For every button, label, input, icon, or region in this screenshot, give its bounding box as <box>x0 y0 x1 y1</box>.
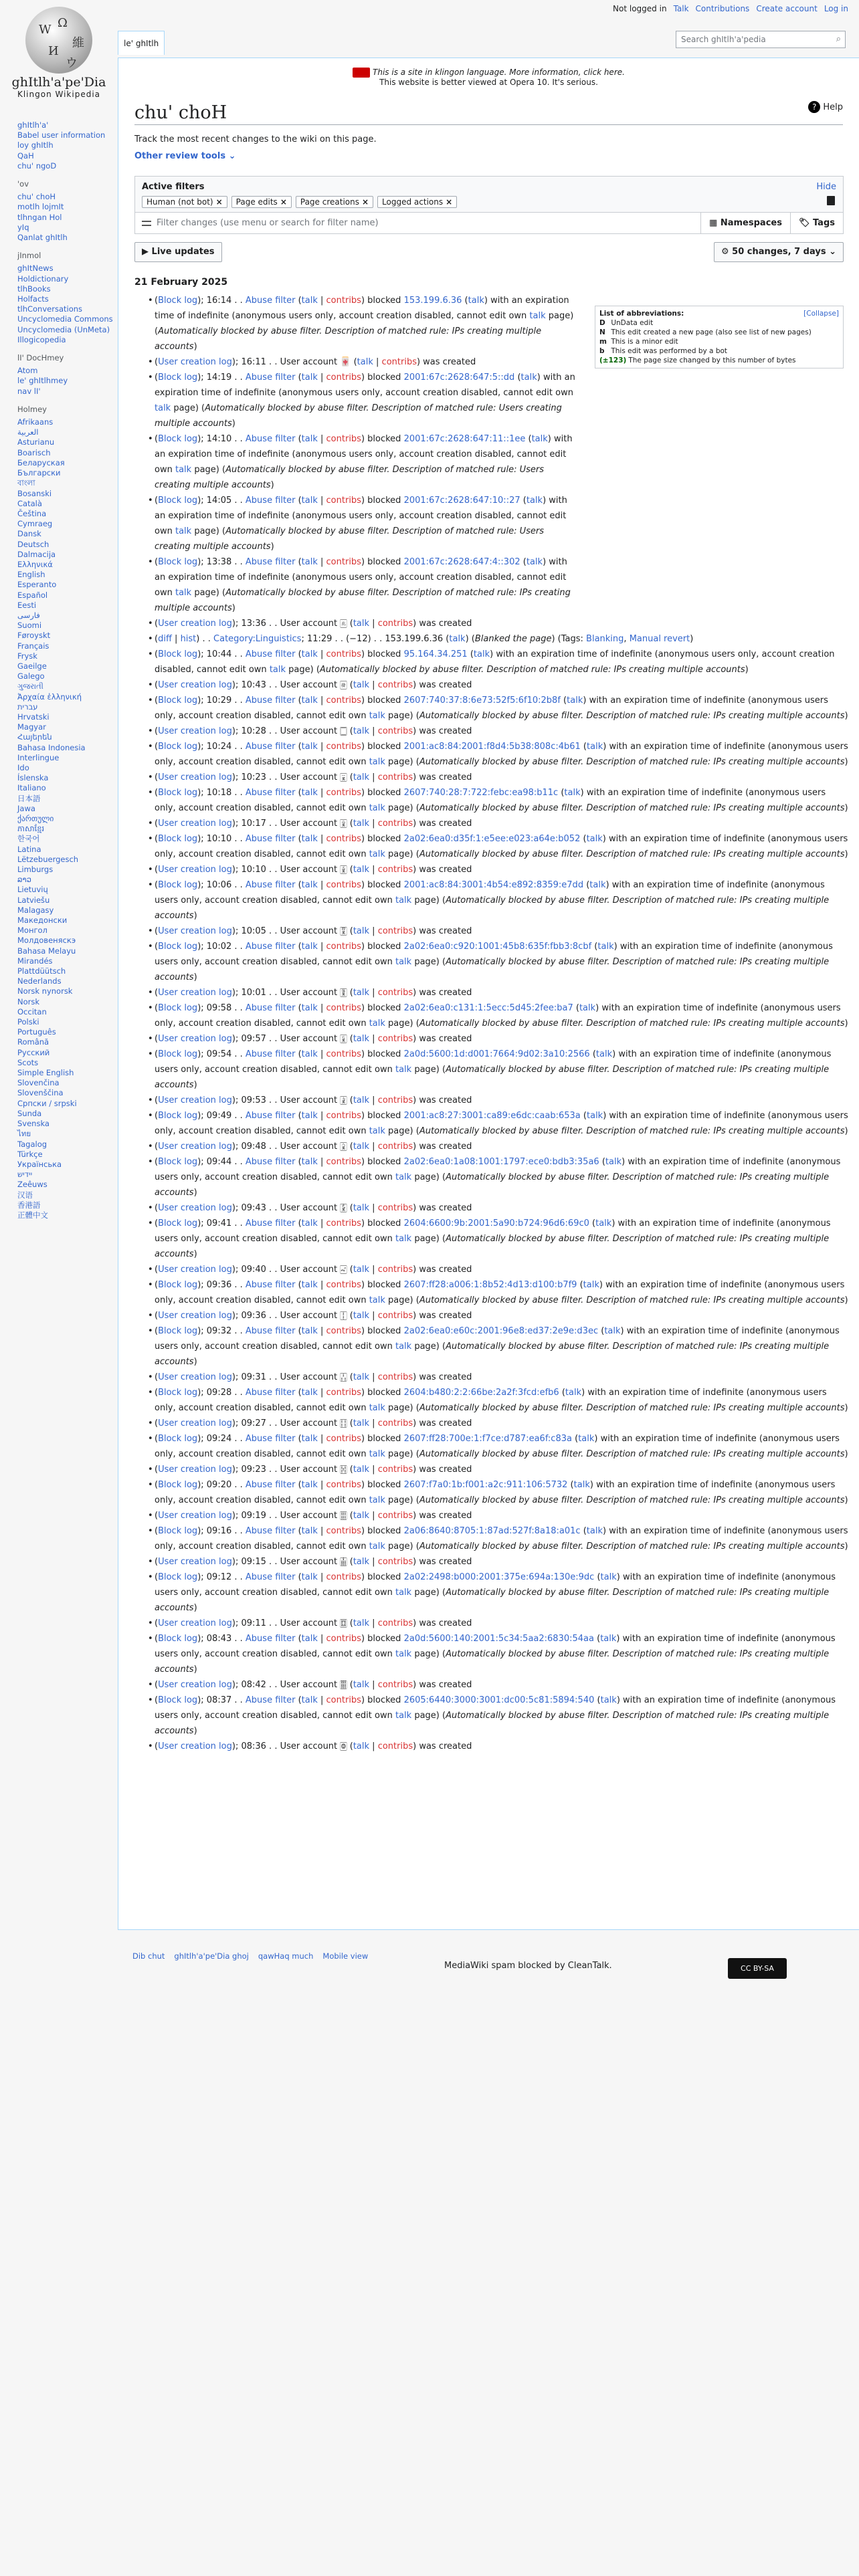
list-item: • (Block log); 09:49 . . Abuse filter (talk | contribs) blocked 2001:ac8:27:3001:ca89:e6dc:caab:653a (talk) with an expiration time of indefinite (anonymous users only, account creation disabled, cannot edit own talk page) (Automatically blocked by abuse filter. Description of matched rule: IPs creating multiple accounts) <box>134 1108 849 1139</box>
sidebar-lang-item-55[interactable]: Nederlands <box>17 976 62 986</box>
abbreviations-legend: List of abbreviations: [Collapse] D UnData edit N This edit created a new page (also see list of new pages) m This is a minor edit b This edit was performed by a bot (±123) The page size changed by this number of bytes <box>595 306 844 368</box>
filter-pill[interactable]: Page creations × <box>296 196 373 208</box>
legend-item: (±123) The page size changed by this number of bytes <box>599 356 796 364</box>
close-icon[interactable]: × <box>280 197 287 207</box>
sidebar-sister-item-6[interactable]: Uncyclomedia (UnMeta) <box>17 324 110 334</box>
list-item: • (Block log); 14:10 . . Abuse filter (talk | contribs) blocked 2001:67c:2628:647:11::1ee (talk) with an expiration time of indefinite (anonymous users only, account creation disabled, cannot edit own talk page) (Automatically blocked by abuse filter. Description of matched rule: Users creating multiple accounts) <box>134 431 576 493</box>
tools-heading: 'ov <box>17 179 29 189</box>
sidebar-lang-item-16[interactable]: Esperanto <box>17 580 57 590</box>
cc-license-badge[interactable]: CC BY-SA <box>728 1958 787 1979</box>
sidebar-lang-item-22[interactable]: Français <box>17 641 50 651</box>
sidebar-sister-item-3[interactable]: Holfacts <box>17 294 49 304</box>
sidebar-lang-item-47[interactable]: Latviešu <box>17 895 50 905</box>
footer-link-2[interactable]: qawHaq much <box>258 1951 314 1961</box>
site-logo[interactable] <box>0 0 118 107</box>
sidebar-lang-item-59[interactable]: Polski <box>17 1017 39 1027</box>
sidebar-sister-item-2[interactable]: tlhBooks <box>17 284 51 294</box>
list-item: • (User creation log); 09:53 . . User account 🀍 (talk | contribs) was created <box>134 1093 849 1108</box>
list-item: • (User creation log); 09:57 . . User account 🀌 (talk | contribs) was created <box>134 1031 849 1047</box>
list-item: • (Block log); 09:20 . . Abuse filter (talk | contribs) blocked 2607:f7a0:1b:f001:a2c:911:106:5732 (talk) with an expiration time of indefinite (anonymous users only, account creation disabled, cannot edit own talk page) (Automatically blocked by abuse filter. Description of matched rule: IPs creating multiple accounts) <box>134 1477 849 1508</box>
sidebar-lang-item-49[interactable]: Македонски <box>17 916 68 926</box>
sidebar-lang-item-4[interactable]: Беларуская <box>17 457 65 467</box>
list-item: • (User creation log); 09:19 . . User account 🀕 (talk | contribs) was created <box>134 1508 849 1523</box>
sister-heading: jInmol <box>17 251 41 261</box>
list-item: • (User creation log); 09:23 . . User account 🀔 (talk | contribs) was created <box>134 1462 849 1477</box>
list-item: • (User creation log); 08:36 . . User account 🀙 (talk | contribs) was created <box>134 1739 849 1754</box>
sidebar-lang-item-26[interactable]: ગુજરાતી <box>17 681 43 691</box>
sidebar-lang-item-41[interactable]: 한국어 <box>17 834 40 844</box>
sidebar-print-item-0[interactable]: Atom <box>17 366 38 376</box>
list-item: • (Block log); 09:24 . . Abuse filter (talk | contribs) blocked 2607:ff28:700e:1:f7ce:d787:ea6f:c83a (talk) with an expiration time of indefinite (anonymous users only, account creation disabled, cannot edit own talk page) (Automatically blocked by abuse filter. Description of matched rule: IPs creating multiple accounts) <box>134 1431 849 1462</box>
sidebar-lang-item-52[interactable]: Bahasa Melayu <box>17 946 76 956</box>
footer-link-0[interactable]: Dib chut <box>132 1951 165 1961</box>
sidebar-sister-item-0[interactable]: ghItNews <box>17 263 54 274</box>
list-item: • (User creation log); 09:48 . . User account 🀎 (talk | contribs) was created <box>134 1139 849 1154</box>
sidebar-lang-item-37[interactable]: 日本語 <box>17 793 41 803</box>
sidebar-lang-item-3[interactable]: Boarisch <box>17 447 51 457</box>
sidebar-lang-item-13[interactable]: Dalmacija <box>17 549 56 559</box>
sidebar-lang-item-36[interactable]: Italiano <box>17 783 46 793</box>
list-item: • (User creation log); 09:11 . . User account 🀗 (talk | contribs) was created <box>134 1616 849 1631</box>
sidebar-lang-item-44[interactable]: Limburgs <box>17 865 54 875</box>
list-item: • (Block log); 14:05 . . Abuse filter (talk | contribs) blocked 2001:67c:2628:647:10::27 (talk) with an expiration time of indefinite (anonymous users only, account creation disabled, cannot edit own talk page) (Automatically blocked by abuse filter. Description of matched rule: Users creating multiple accounts) <box>134 493 576 554</box>
wordmark: ghItlh'a'pe'Dia <box>11 75 106 90</box>
sidebar-lang-item-30[interactable]: Magyar <box>17 722 46 732</box>
filter-pill[interactable]: Logged actions × <box>377 196 457 208</box>
sidebar-lang-item-76[interactable]: 汉语 <box>17 1190 33 1200</box>
sidebar-lang-item-71[interactable]: Tagalog <box>17 1139 47 1149</box>
list-item: • (Block log); 10:24 . . Abuse filter (talk | contribs) blocked 2001:ac8:84:2001:f8d4:5b38:808c:4b61 (talk) with an expiration time of indefinite (anonymous users only, account creation disabled, cannot edit own talk page) (Automatically blocked by abuse filter. Description of matched rule: IPs creating multiple accounts) <box>134 739 849 770</box>
day-heading: 21 February 2025 <box>134 277 228 288</box>
sidebar-lang-item-77[interactable]: 香港語 <box>17 1200 41 1210</box>
list-item: • (Block log); 09:12 . . Abuse filter (talk | contribs) blocked 2a02:2498:b000:2001:375e:694a:130e:9dc (talk) with an expiration time of indefinite (anonymous users only, account creation disabled, cannot edit own talk page) (Automatically blocked by abuse filter. Description of matched rule: IPs creating multiple accounts) <box>134 1570 849 1616</box>
list-item: • (User creation log); 10:28 . . User account 🀆 (talk | contribs) was created <box>134 724 849 739</box>
list-item: • (User creation log); 13:36 . . User account 🀃 (talk | contribs) was created <box>134 616 576 631</box>
page-intro: Track the most recent changes to the wiki on this page. <box>134 134 377 144</box>
sidebar-lang-item-24[interactable]: Gaeilge <box>17 661 47 671</box>
talk-link[interactable]: Talk <box>673 4 689 13</box>
footer <box>132 1951 842 1973</box>
sidebar-tool-item-4[interactable]: Qanlat ghItlh <box>17 233 68 243</box>
help-link[interactable]: ? Help <box>808 101 843 113</box>
list-item: • (User creation log); 10:05 . . User account 🀊 (talk | contribs) was created <box>134 924 849 939</box>
list-item: • (Block log); 14:19 . . Abuse filter (talk | contribs) blocked 2001:67c:2628:647:5::dd (talk) with an expiration time of indefinite (anonymous users only, account creation disabled, cannot edit own talk page) (Automatically blocked by abuse filter. Description of matched rule: Users creating multiple accounts) <box>134 370 576 431</box>
list-item: • (Block log); 08:37 . . Abuse filter (talk | contribs) blocked 2605:6440:3000:3001:dc00:5c81:5894:540 (talk) with an expiration time of indefinite (anonymous users only, account creation disabled, cannot edit own talk page) (Automatically blocked by abuse filter. Description of matched rule: IPs creating multiple accounts) <box>134 1693 849 1739</box>
sidebar-lang-item-39[interactable]: ქართული <box>17 814 54 823</box>
sidebar-sister-item-7[interactable]: Illogicopedia <box>17 334 66 344</box>
sidebar-tool-item-1[interactable]: motlh lojmIt <box>17 202 64 212</box>
tab-special-page[interactable]: le' ghItlh <box>118 31 165 55</box>
list-item: • (User creation log); 10:17 . . User account 🀈 (talk | contribs) was created <box>134 816 849 831</box>
list-item: • (diff | hist) . . Category:Linguistics; 11:29 . . (−12) . . 153.199.6.36 (talk) (Blanked the page) (Tags: Blanking, Manual revert) <box>134 631 849 647</box>
list-item: • (Block log); 09:41 . . Abuse filter (talk | contribs) blocked 2604:6600:9b:2001:5a90:b724:96d6:69c0 (talk) with an expiration time of indefinite (anonymous users only, account creation disabled, cannot edit own talk page) (Automatically blocked by abuse filter. Description of matched rule: IPs creating multiple accounts) <box>134 1216 849 1262</box>
sidebar-lang-item-17[interactable]: Español <box>17 590 48 600</box>
legend-item: N This edit created a new page (also see list of new pages) <box>599 328 812 336</box>
languages-heading: Holmey <box>17 404 47 414</box>
sidebar-sister-item-5[interactable]: Uncyclomedia Commons <box>17 314 113 324</box>
sidebar-lang-item-57[interactable]: Norsk <box>17 996 40 1006</box>
results-period-button[interactable]: ⚙ 50 changes, 7 days ⌄ <box>714 242 844 262</box>
sidebar-lang-item-7[interactable]: Bosanski <box>17 488 52 498</box>
tags-button[interactable]: 🏷 Tags <box>790 213 843 234</box>
sidebar-lang-item-69[interactable]: Svenska <box>17 1119 50 1129</box>
search-icon[interactable]: ⌕ <box>836 34 841 44</box>
chevron-down-icon: ⌄ <box>228 151 236 161</box>
sidebar-lang-item-46[interactable]: Lietuvių <box>17 885 48 895</box>
sidebar-lang-item-2[interactable]: Asturianu <box>17 437 55 447</box>
sidebar-lang-item-58[interactable]: Occitan <box>17 1006 47 1016</box>
contributions-link[interactable]: Contributions <box>695 4 750 13</box>
sidebar-lang-item-10[interactable]: Cymraeg <box>17 519 53 529</box>
sidebar-lang-item-75[interactable]: Zeêuws <box>17 1180 47 1190</box>
list-item: • (Block log); 10:02 . . Abuse filter (talk | contribs) blocked 2a02:6ea0:c920:1001:45b8:635f:fbb3:8cbf (talk) with an expiration time of indefinite (anonymous users only, account creation disabled, cannot edit own talk page) (Automatically blocked by abuse filter. Description of matched rule: IPs creating multiple accounts) <box>134 939 849 985</box>
sidebar-lang-item-23[interactable]: Frysk <box>17 651 37 661</box>
sidebar-lang-item-15[interactable]: English <box>17 570 45 580</box>
legend-item: b This edit was performed by a bot <box>599 347 728 355</box>
sidebar-lang-item-6[interactable]: বাংলা <box>17 478 35 488</box>
puzzle-globe-icon: W Ω 維 И ウ <box>25 7 92 74</box>
sidebar-tool-item-3[interactable]: yIq <box>17 222 29 232</box>
sidebar-lang-item-74[interactable]: יידיש <box>17 1170 33 1180</box>
close-icon[interactable]: × <box>446 197 453 207</box>
sidebar-lang-item-25[interactable]: Galego <box>17 671 45 681</box>
sidebar-sister-item-1[interactable]: Holdictionary <box>17 274 69 284</box>
create-account-link[interactable]: Create account <box>756 4 818 13</box>
list-item: • (User creation log); 09:27 . . User account 🀓 (talk | contribs) was created <box>134 1416 849 1431</box>
hide-filters-link[interactable]: Hide <box>816 182 836 192</box>
sidebar-lang-item-27[interactable]: Ἀρχαία ἑλληνική <box>17 691 82 702</box>
sidebar-lang-item-53[interactable]: Mirandés <box>17 956 53 966</box>
sidebar-lang-item-14[interactable]: Ελληνικά <box>17 559 53 569</box>
sidebar-lang-item-38[interactable]: Jawa <box>17 803 35 813</box>
sidebar-sister-item-4[interactable]: tlhConversations <box>17 304 83 314</box>
list-item: • (User creation log); 09:15 . . User account 🀖 (talk | contribs) was created <box>134 1554 849 1570</box>
sidebar-lang-item-66[interactable]: Slovenščina <box>17 1088 64 1098</box>
list-item: • (Block log); 13:38 . . Abuse filter (talk | contribs) blocked 2001:67c:2628:647:4::302 (talk) with an expiration time of indefinite (anonymous users only, account creation disabled, cannot edit own talk page) (Automatically blocked by abuse filter. Description of matched rule: IPs creating multiple accounts) <box>134 554 576 616</box>
list-item: • (User creation log); 10:01 . . User account 🀋 (talk | contribs) was created <box>134 985 849 1000</box>
list-item: • (Block log); 09:44 . . Abuse filter (talk | contribs) blocked 2a02:6ea0:1a08:1001:1797:ece0:bdb3:35a6 (talk) with an expiration time of indefinite (anonymous users only, account creation disabled, cannot edit own talk page) (Automatically blocked by abuse filter. Description of matched rule: IPs creating multiple accounts) <box>134 1154 849 1200</box>
search-input[interactable]: Search ghItlh'a'pedia ⌕ <box>676 31 846 48</box>
sidebar-lang-item-73[interactable]: Українська <box>17 1159 62 1169</box>
close-icon[interactable]: × <box>361 197 369 207</box>
sidebar-lang-item-28[interactable]: עברית <box>17 702 38 712</box>
sidebar-lang-item-35[interactable]: Íslenska <box>17 773 49 783</box>
sidebar-lang-item-72[interactable]: Türkçe <box>17 1149 43 1159</box>
sidebar-lang-item-11[interactable]: Dansk <box>17 529 41 539</box>
changes-list <box>134 293 849 1754</box>
sidebar-lang-item-33[interactable]: Interlingue <box>17 752 60 762</box>
list-item: • (Block log); 10:18 . . Abuse filter (talk | contribs) blocked 2607:740:28:7:722:febc:ea98:b11c (talk) with an expiration time of indefinite (anonymous users only, account creation disabled, cannot edit own talk page) (Automatically blocked by abuse filter. Description of matched rule: IPs creating multiple accounts) <box>134 785 849 816</box>
sidebar-lang-item-20[interactable]: Suomi <box>17 621 42 631</box>
active-filters-title: Active filters <box>142 182 205 192</box>
close-icon[interactable]: × <box>215 197 223 207</box>
legend-item: D UnData edit <box>599 319 654 327</box>
list-item: • (User creation log); 10:43 . . User account 🀅 (talk | contribs) was created <box>134 677 849 693</box>
sidebar-lang-item-70[interactable]: ไทย <box>17 1129 31 1139</box>
sidebar-lang-item-32[interactable]: Bahasa Indonesia <box>17 742 86 752</box>
sidebar-lang-item-78[interactable]: 正體中文 <box>17 1210 48 1220</box>
list-item: • (Block log); 09:36 . . Abuse filter (talk | contribs) blocked 2607:ff28:a006:1:8b52:4d13:d100:b7f9 (talk) with an expiration time of indefinite (anonymous users only, account creation disabled, cannot edit own talk page) (Automatically blocked by abuse filter. Description of matched rule: IPs creating multiple accounts) <box>134 1277 849 1308</box>
sidebar-lang-item-19[interactable]: فارسی <box>17 610 40 620</box>
sidebar-lang-item-18[interactable]: Eesti <box>17 600 37 610</box>
menu-icon[interactable] <box>142 221 151 226</box>
list-item: • (Block log); 09:16 . . Abuse filter (talk | contribs) blocked 2a06:8640:8705:1:87ad:527f:8a18:a01c (talk) with an expiration time of indefinite (anonymous users only, account creation disabled, cannot edit own talk page) (Automatically blocked by abuse filter. Description of matched rule: IPs creating multiple accounts) <box>134 1523 849 1554</box>
sidebar-lang-item-63[interactable]: Scots <box>17 1057 39 1067</box>
footer-link-3[interactable]: Mobile view <box>322 1951 369 1961</box>
collapse-link[interactable]: [Collapse] <box>803 310 839 318</box>
sidebar-lang-item-5[interactable]: Български <box>17 468 61 478</box>
sidebar-lang-item-64[interactable]: Simple English <box>17 1068 74 1078</box>
list-item: • (Block log); 09:54 . . Abuse filter (talk | contribs) blocked 2a0d:5600:1d:d001:7664:9d02:3a10:2566 (talk) with an expiration time of indefinite (anonymous users only, account creation disabled, cannot edit own talk page) (Automatically blocked by abuse filter. Description of matched rule: IPs creating multiple accounts) <box>134 1047 849 1093</box>
list-item: • (Block log); 10:29 . . Abuse filter (talk | contribs) blocked 2607:740:37:8:6e73:52f5:6f10:2b8f (talk) with an expiration time of indefinite (anonymous users only, account creation disabled, cannot edit own talk page) (Automatically blocked by abuse filter. Description of matched rule: IPs creating multiple accounts) <box>134 693 849 724</box>
sidebar-lang-item-42[interactable]: Latina <box>17 844 41 854</box>
sidebar-print-item-2[interactable]: nav lI' <box>17 386 41 396</box>
sidebar-lang-item-34[interactable]: Ido <box>17 762 29 772</box>
list-item: • (User creation log); 10:23 . . User account 🀇 (talk | contribs) was created <box>134 770 849 785</box>
help-icon: ? <box>808 101 820 113</box>
tagline: Klingon Wikipedia <box>17 90 101 99</box>
not-logged-in: Not logged in <box>613 4 667 13</box>
sidebar-lang-item-45[interactable]: ລາວ <box>17 875 31 885</box>
sidebar-lang-item-21[interactable]: Føroyskt <box>17 631 51 641</box>
print-heading: lI' DocHmey <box>17 353 64 363</box>
list-item: • (Block log); 10:10 . . Abuse filter (talk | contribs) blocked 2a02:6ea0:d35f:1:e5ee:e023:a64e:b052 (talk) with an expiration time of indefinite (anonymous users only, account creation disabled, cannot edit own talk page) (Automatically blocked by abuse filter. Description of matched rule: IPs creating multiple accounts) <box>134 831 849 862</box>
sidebar-lang-item-51[interactable]: Молдовеняскэ <box>17 936 76 946</box>
sidebar-lang-item-67[interactable]: Српски / srpski <box>17 1098 77 1108</box>
filter-pill[interactable]: Page edits × <box>231 196 292 208</box>
sidebar-nav-item-4[interactable]: chu' ngoD <box>17 160 57 171</box>
active-filters-panel <box>134 176 844 234</box>
list-item: • (Block log); 16:14 . . Abuse filter (talk | contribs) blocked 153.199.6.36 (talk) with an expiration time of indefinite (anonymous users only, account creation disabled, cannot edit own talk page) (Automatically blocked by abuse filter. Description of matched rule: IPs creating multiple accounts) <box>134 293 576 354</box>
sidebar-lang-item-8[interactable]: Català <box>17 498 42 508</box>
sidebar-tool-item-2[interactable]: tlhngan Hol <box>17 212 62 222</box>
sidebar-lang-item-62[interactable]: Русский <box>17 1047 50 1057</box>
sidebar-nav-item-3[interactable]: QaH <box>17 150 34 160</box>
footer-link-1[interactable]: ghItlh'a'pe'Dia ghoj <box>174 1951 249 1961</box>
namespaces-button[interactable]: ▦ Namespaces <box>700 213 790 234</box>
list-item: • (User creation log); 09:40 . . User account 🀐 (talk | contribs) was created <box>134 1262 849 1277</box>
legend-item: m This is a minor edit <box>599 338 678 346</box>
sidebar-lang-item-0[interactable]: Afrikaans <box>17 417 54 427</box>
filter-search-input[interactable]: Filter changes (use menu or search for filter name) <box>135 218 700 228</box>
sidebar-nav-item-2[interactable]: loy ghItlh <box>17 140 54 150</box>
list-item: • (User creation log); 10:10 . . User account 🀉 (talk | contribs) was created <box>134 862 849 877</box>
personal-tools <box>613 4 848 13</box>
cleantalk-notice: MediaWiki spam blocked by CleanTalk. <box>444 1961 612 1971</box>
sidebar-lang-item-12[interactable]: Deutsch <box>17 539 50 549</box>
sidebar-lang-item-50[interactable]: Монгол <box>17 926 47 936</box>
list-item: • (User creation log); 09:43 . . User account 🀏 (talk | contribs) was created <box>134 1200 849 1216</box>
sidebar-lang-item-29[interactable]: Hrvatski <box>17 712 50 722</box>
list-item: • (Block log); 09:58 . . Abuse filter (talk | contribs) blocked 2a02:6ea0:c131:1:5ecc:5d45:2fee:ba7 (talk) with an expiration time of indefinite (anonymous users only, account creation disabled, cannot edit own talk page) (Automatically blocked by abuse filter. Description of matched rule: IPs creating multiple accounts) <box>134 1000 849 1031</box>
list-item: • (Block log); 09:28 . . Abuse filter (talk | contribs) blocked 2604:b480:2:2:66be:2a2f:3fcd:efb6 (talk) with an expiration time of indefinite (anonymous users only, account creation disabled, cannot edit own talk page) (Automatically blocked by abuse filter. Description of matched rule: IPs creating multiple accounts) <box>134 1385 849 1416</box>
sidebar-lang-item-61[interactable]: Română <box>17 1037 50 1047</box>
live-updates-button[interactable]: ▶ Live updates <box>134 242 222 262</box>
list-item: • (User creation log); 09:36 . . User account 🀑 (talk | contribs) was created <box>134 1308 849 1323</box>
trash-icon[interactable] <box>827 196 835 205</box>
list-item: • (Block log); 10:06 . . Abuse filter (talk | contribs) blocked 2001:ac8:84:3001:4b54:e892:8359:e7dd (talk) with an expiration time of indefinite (anonymous users only, account creation disabled, cannot edit own talk page) (Automatically blocked by abuse filter. Description of matched rule: IPs creating multiple accounts) <box>134 877 849 924</box>
sidebar-print-item-1[interactable]: le' ghItlhmey <box>17 376 68 386</box>
sidebar-lang-item-65[interactable]: Slovenčina <box>17 1078 60 1088</box>
main-content <box>118 58 859 1930</box>
sidebar-lang-item-9[interactable]: Čeština <box>17 508 47 518</box>
sidebar-tool-item-0[interactable]: chu' choH <box>17 192 56 202</box>
list-item: • (Block log); 10:44 . . Abuse filter (talk | contribs) blocked 95.164.34.251 (talk) with an expiration time of indefinite (anonymous users only, account creation disabled, cannot edit own talk page) (Automatically blocked by abuse filter. Description of matched rule: IPs creating multiple accounts) <box>134 647 849 677</box>
list-item: • (Block log); 09:32 . . Abuse filter (talk | contribs) blocked 2a02:6ea0:e60c:2001:96e8:ed37:2e9e:d3ec (talk) with an expiration time of indefinite (anonymous users only, account creation disabled, cannot edit own talk page) (Automatically blocked by abuse filter. Description of matched rule: IPs creating multiple accounts) <box>134 1323 849 1370</box>
page-title: chu' choH <box>134 102 843 125</box>
sidebar-nav-item-1[interactable]: Babel user information <box>17 130 106 140</box>
filter-pills <box>135 195 843 212</box>
sidebar-lang-item-68[interactable]: Sunda <box>17 1108 42 1118</box>
sidebar-lang-item-1[interactable]: العربية <box>17 427 39 437</box>
list-item: • (User creation log); 16:11 . . User account 🀄 (talk | contribs) was created <box>134 354 576 370</box>
list-item: • (Block log); 08:43 . . Abuse filter (talk | contribs) blocked 2a0d:5600:140:2001:5c34:5aa2:6830:54aa (talk) with an expiration time of indefinite (anonymous users only, account creation disabled, cannot edit own talk page) (Automatically blocked by abuse filter. Description of matched rule: IPs creating multiple accounts) <box>134 1631 849 1677</box>
sidebar-lang-item-56[interactable]: Norsk nynorsk <box>17 986 73 996</box>
sidebar-lang-item-60[interactable]: Português <box>17 1027 56 1037</box>
sidebar-lang-item-40[interactable]: ភាសាខ្មែរ <box>17 824 45 834</box>
sidebar-lang-item-54[interactable]: Plattdüütsch <box>17 966 66 976</box>
sidebar-lang-item-31[interactable]: Հայերեն <box>17 732 52 742</box>
sidebar-lang-item-48[interactable]: Malagasy <box>17 905 54 915</box>
sidebar-nav-item-0[interactable]: ghItlh'a' <box>17 120 49 130</box>
sidebar <box>0 120 118 1220</box>
filter-pill[interactable]: Human (not bot) × <box>142 196 227 208</box>
login-link[interactable]: Log in <box>824 4 848 13</box>
list-item: • (User creation log); 09:31 . . User account 🀒 (talk | contribs) was created <box>134 1370 849 1385</box>
klingon-flag-icon <box>353 68 370 78</box>
sidebar-lang-item-43[interactable]: Lëtzebuergesch <box>17 854 79 864</box>
other-review-tools[interactable]: Other review tools ⌄ <box>134 151 236 161</box>
site-notice: This is a site in klingon language. More information, click here. This website is better viewed at Opera 10. It's serious. <box>134 68 843 88</box>
list-item: • (User creation log); 08:42 . . User account 🀘 (talk | contribs) was created <box>134 1677 849 1693</box>
